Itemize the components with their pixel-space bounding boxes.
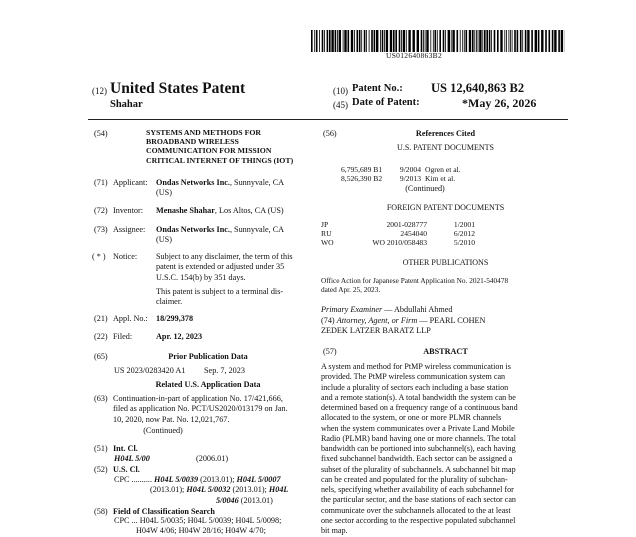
notice-code: ( * ) bbox=[92, 252, 106, 261]
intcl-class: H04L 5/00 bbox=[114, 454, 150, 463]
abstract-line: when the system communicates over a Private Land Mobile bbox=[321, 424, 571, 434]
prior-pub-number: US 2023/0283420 A1 bbox=[114, 366, 185, 375]
abstract-title: ABSTRACT bbox=[323, 347, 568, 356]
code-12: (12) bbox=[92, 86, 107, 96]
patent-number: US 12,640,863 B2 bbox=[431, 81, 524, 96]
attorney: (74) Attorney, Agent, or Firm — PEARL COHEN ZEDEK LATZER BARATZ LLP bbox=[321, 316, 485, 337]
continuation-text: Continuation-in-part of application No. 17/421,666, filed as application No. PCT/US2020/013179 on Jan. 10, 2020, now Pat. No. 12,021,767. bbox=[113, 394, 288, 425]
intcl-label: Int. Cl. bbox=[113, 444, 138, 453]
filed-date: Apr. 12, 2023 bbox=[156, 332, 202, 341]
abstract-line: A system and method for PtMP wireless communication is bbox=[321, 362, 571, 372]
table-row: 8,526,390 B2 9/2013 Kim et al. bbox=[341, 174, 461, 183]
uscl-code: (52) bbox=[94, 465, 108, 474]
abstract-line: subset of the plurality of subchannels. A subchannel bit map bbox=[321, 465, 571, 475]
table-row: 6,795,689 B1 9/2004 Ogren et al. bbox=[341, 165, 461, 174]
intcl-code: (51) bbox=[94, 444, 108, 453]
left-continued: (Continued) bbox=[113, 426, 213, 435]
abstract-line: communicate over the subchannels allocated to the at least bbox=[321, 506, 571, 516]
abstract-line: one sector according to the respective populated subchannel bbox=[321, 516, 571, 526]
prior-pub-title: Prior Publication Data bbox=[113, 352, 303, 361]
abstract-line: can be created and populated for the plurality of subchan- bbox=[321, 475, 571, 485]
us-docs-title: U.S. PATENT DOCUMENTS bbox=[323, 143, 568, 152]
header-rule bbox=[88, 119, 568, 120]
field-search-classes: CPC ... H04L 5/0035; H04L 5/0039; H04L 5/0098; H04W 4/06; H04W 28/16; H04W 4/70; bbox=[114, 516, 281, 537]
table-row: WO WO 2010/058483 5/2010 bbox=[321, 238, 475, 247]
abstract-code: (57) bbox=[323, 347, 337, 356]
refs-title: References Cited bbox=[323, 129, 568, 138]
appl-code: (21) bbox=[94, 314, 108, 323]
barcode bbox=[311, 30, 565, 52]
abstract-line: Radio (PLMR) band having one or more channels. The total bbox=[321, 434, 571, 444]
applicant: Ondas Networks Inc., Sunnyvale, CA (US) bbox=[156, 178, 284, 199]
table-row: RU 2454040 6/2012 bbox=[321, 229, 475, 238]
assignee-label: Assignee: bbox=[113, 225, 145, 234]
abstract-line: allocated to the system, or one or more PLMR channels bbox=[321, 413, 571, 423]
terminal-disclaimer: This patent is subject to a terminal dis- claimer. bbox=[156, 287, 283, 308]
prior-code: (65) bbox=[94, 352, 108, 361]
abstract-line: include a plurality of sectors each including a base station bbox=[321, 383, 571, 393]
foreign-patent-docs bbox=[321, 220, 475, 247]
table-row: JP 2001-028777 1/2001 bbox=[321, 220, 475, 229]
field-code: (58) bbox=[94, 507, 108, 516]
abstract-line: and a remote station(s). A total bandwidth the system can be bbox=[321, 393, 571, 403]
filed-label: Filed: bbox=[113, 332, 132, 341]
patent-no-label: Patent No.: bbox=[352, 83, 403, 94]
notice-text: Subject to any disclaimer, the term of this patent is extended or adjusted under 35 U.S.C. 154(b) by 351 days. bbox=[156, 252, 293, 283]
uscl-label: U.S. Cl. bbox=[113, 465, 140, 474]
other-pubs-title: OTHER PUBLICATIONS bbox=[323, 258, 568, 267]
applicant-code: (71) bbox=[94, 178, 108, 187]
abstract-line: provided. The PtMP wireless communication system can bbox=[321, 372, 571, 382]
inventor-code: (72) bbox=[94, 206, 108, 215]
us-docs-continued: (Continued) bbox=[380, 184, 470, 193]
assignee: Ondas Networks Inc., Sunnyvale, CA (US) bbox=[156, 225, 284, 246]
patent-type: United States Patent bbox=[110, 80, 245, 98]
notice-label: Notice: bbox=[113, 252, 137, 261]
filed-code: (22) bbox=[94, 332, 108, 341]
related-title: Related U.S. Application Data bbox=[113, 380, 303, 389]
cpc-classes: CPC .......... H04L 5/0039 (2013.01); H04L 5/0007 (2013.01); H04L 5/0032 (2013.01); H04L 5/0046 (2013.01) bbox=[114, 475, 288, 506]
date-label: Date of Patent: bbox=[352, 97, 420, 108]
appl-number: 18/299,378 bbox=[156, 314, 193, 323]
inventor-surname: Shahar bbox=[110, 99, 143, 110]
abstract-text bbox=[321, 362, 571, 536]
examiner: Primary Examiner — Abdullahi Ahmed bbox=[321, 305, 452, 314]
abstract-line: determined based on a frequency range of a continuous band bbox=[321, 403, 571, 413]
intcl-year: (2006.01) bbox=[196, 454, 228, 463]
appl-label: Appl. No.: bbox=[113, 314, 148, 323]
field-search-label: Field of Classification Search bbox=[113, 507, 215, 516]
cont-code: (63) bbox=[94, 394, 108, 403]
inventor-label: Inventor: bbox=[113, 206, 143, 215]
us-patent-docs bbox=[341, 165, 461, 183]
abstract-line: nels, specifying whether availability of each subchannel for bbox=[321, 485, 571, 495]
code-45: (45) bbox=[333, 100, 348, 110]
invention-title: SYSTEMS AND METHODS FOR BROADBAND WIRELESS COMMUNICATION FOR MISSION CRITICAL INTERNET OF THINGS (IOT) bbox=[146, 128, 293, 165]
inventor: Menashe Shahar, Los Altos, CA (US) bbox=[156, 206, 284, 216]
refs-code: (56) bbox=[323, 129, 337, 138]
title-code: (54) bbox=[94, 129, 108, 138]
patent-date: *May 26, 2026 bbox=[462, 96, 536, 111]
barcode-number: US012640863B2 bbox=[386, 51, 442, 60]
abstract-line: fixed subchannel bandwidth. Each sector can be assigned a bbox=[321, 454, 571, 464]
applicant-label: Applicant: bbox=[113, 178, 148, 187]
code-10: (10) bbox=[333, 86, 348, 96]
abstract-line: the particular sector, and the base stations of each sector can bbox=[321, 495, 571, 505]
prior-pub-date: Sep. 7, 2023 bbox=[204, 366, 245, 375]
abstract-line: bandwidth can be portioned into subchannel(s), each having bbox=[321, 444, 571, 454]
abstract-line: bit map. bbox=[321, 526, 571, 536]
other-pubs-text: Office Action for Japanese Patent Application No. 2021-540478 dated Apr. 25, 2023. bbox=[321, 276, 508, 294]
assignee-code: (73) bbox=[94, 225, 108, 234]
foreign-docs-title: FOREIGN PATENT DOCUMENTS bbox=[323, 203, 568, 212]
